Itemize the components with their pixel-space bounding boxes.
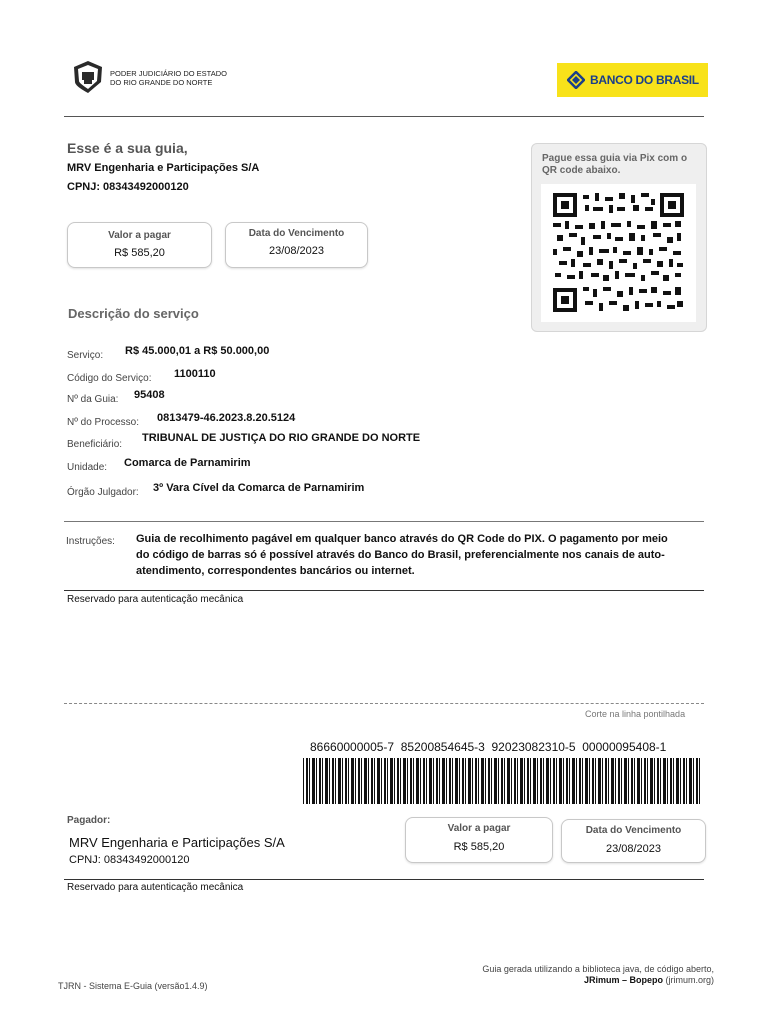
bank-name: BANCO DO BRASIL bbox=[590, 73, 699, 87]
payer-amount-label: Valor a pagar bbox=[447, 823, 511, 834]
service-row bbox=[67, 345, 270, 363]
service-row-value: 3º Vara Cível da Comarca de Parnamirim bbox=[153, 482, 365, 494]
instructions-top-divider bbox=[64, 521, 704, 522]
amount-value: R$ 585,20 bbox=[114, 247, 165, 259]
bank-logo bbox=[557, 63, 708, 97]
service-row-label: Código do Serviço: bbox=[67, 373, 152, 384]
payer-amount-box bbox=[405, 817, 553, 863]
pix-panel bbox=[531, 143, 707, 332]
instructions-label: Instruções: bbox=[66, 536, 115, 547]
summary-title: Esse é a sua guia, bbox=[67, 140, 188, 156]
service-row-value: Comarca de Parnamirim bbox=[124, 457, 251, 469]
payer-cnpj: CPNJ: 08343492000120 bbox=[69, 854, 190, 866]
payer-amount-value: R$ 585,20 bbox=[453, 841, 505, 853]
service-row bbox=[67, 389, 165, 407]
system-version: TJRN - Sistema E-Guia (versão1.4.9) bbox=[58, 981, 208, 991]
service-row-label: Nº da Guia: bbox=[67, 394, 119, 405]
instructions-bottom-divider bbox=[64, 590, 704, 591]
court-name bbox=[110, 69, 227, 87]
cut-dotted-line bbox=[64, 703, 704, 704]
company-name: MRV Engenharia e Participações S/A bbox=[67, 162, 260, 174]
service-row-value: R$ 45.000,01 a R$ 50.000,00 bbox=[125, 345, 270, 357]
service-row bbox=[67, 482, 365, 500]
amount-box bbox=[67, 222, 212, 268]
barcode-image bbox=[303, 758, 701, 804]
reserved-auth-2: Reservado para autenticação mecânica bbox=[67, 882, 244, 893]
due-label: Data do Vencimento bbox=[248, 228, 345, 239]
service-row bbox=[67, 432, 421, 450]
bank-logo-icon bbox=[567, 71, 585, 89]
library-credit-line1: Guia gerada utilizando a biblioteca java, de código aberto, bbox=[482, 964, 714, 974]
court-emblem-icon bbox=[72, 60, 104, 94]
library-url: (jrimum.org) bbox=[663, 975, 714, 985]
service-row-label: Beneficiário: bbox=[67, 439, 123, 450]
header-divider bbox=[64, 116, 704, 117]
qr-code-icon bbox=[553, 193, 684, 312]
library-name: JRimum – Bopepo bbox=[583, 975, 663, 985]
payer-label: Pagador: bbox=[67, 815, 111, 826]
cut-line-label: Corte na linha pontilhada bbox=[585, 709, 686, 719]
payer-due-label: Data do Vencimento bbox=[585, 825, 682, 836]
service-row-label: Unidade: bbox=[67, 462, 108, 473]
service-row-label: Serviço: bbox=[67, 350, 104, 361]
payer-due-box bbox=[561, 819, 706, 863]
payer-bottom-divider bbox=[64, 879, 704, 880]
instructions-text: Guia de recolhimento pagável em qualquer banco através do QR Code do PIX. O pagamento por meio do código de barras só é possível através do Banco do Brasil, preferencialmente nos canais de auto-atendimento, correspondentes bancários ou internet. bbox=[136, 533, 668, 577]
library-credit bbox=[420, 964, 714, 986]
library-credit-line2 bbox=[420, 975, 714, 986]
service-row-value: 0813479-46.2023.8.20.5124 bbox=[157, 412, 296, 424]
qr-code-frame bbox=[541, 184, 696, 322]
payer-due-value: 23/08/2023 bbox=[605, 843, 662, 855]
pix-instruction: Pague essa guia via Pix com o QR code abaixo. bbox=[542, 153, 688, 176]
amount-label: Valor a pagar bbox=[108, 230, 171, 241]
service-row-value: 95408 bbox=[134, 389, 165, 401]
service-row-value: 1100110 bbox=[174, 368, 216, 380]
service-row bbox=[67, 412, 296, 430]
due-value: 23/08/2023 bbox=[268, 245, 325, 257]
court-name-line1: PODER JUDICIÁRIO DO ESTADO bbox=[110, 69, 227, 78]
due-box bbox=[225, 222, 368, 268]
service-row-value: TRIBUNAL DE JUSTIÇA DO RIO GRANDE DO NORTE bbox=[142, 432, 421, 444]
service-row-label: Nº do Processo: bbox=[67, 417, 140, 428]
service-row-label: Órgão Julgador: bbox=[67, 487, 139, 498]
court-name-line2: DO RIO GRANDE DO NORTE bbox=[110, 78, 213, 87]
service-row bbox=[67, 457, 251, 475]
barcode-number: 86660000005-7 85200854645-3 92023082310-5 00000095408-1 bbox=[310, 740, 667, 754]
company-cnpj: CPNJ: 08343492000120 bbox=[67, 181, 189, 193]
reserved-auth-1: Reservado para autenticação mecânica bbox=[67, 594, 244, 605]
service-row bbox=[67, 368, 216, 386]
payer-name: MRV Engenharia e Participações S/A bbox=[69, 835, 285, 850]
service-title: Descrição do serviço bbox=[68, 306, 199, 321]
